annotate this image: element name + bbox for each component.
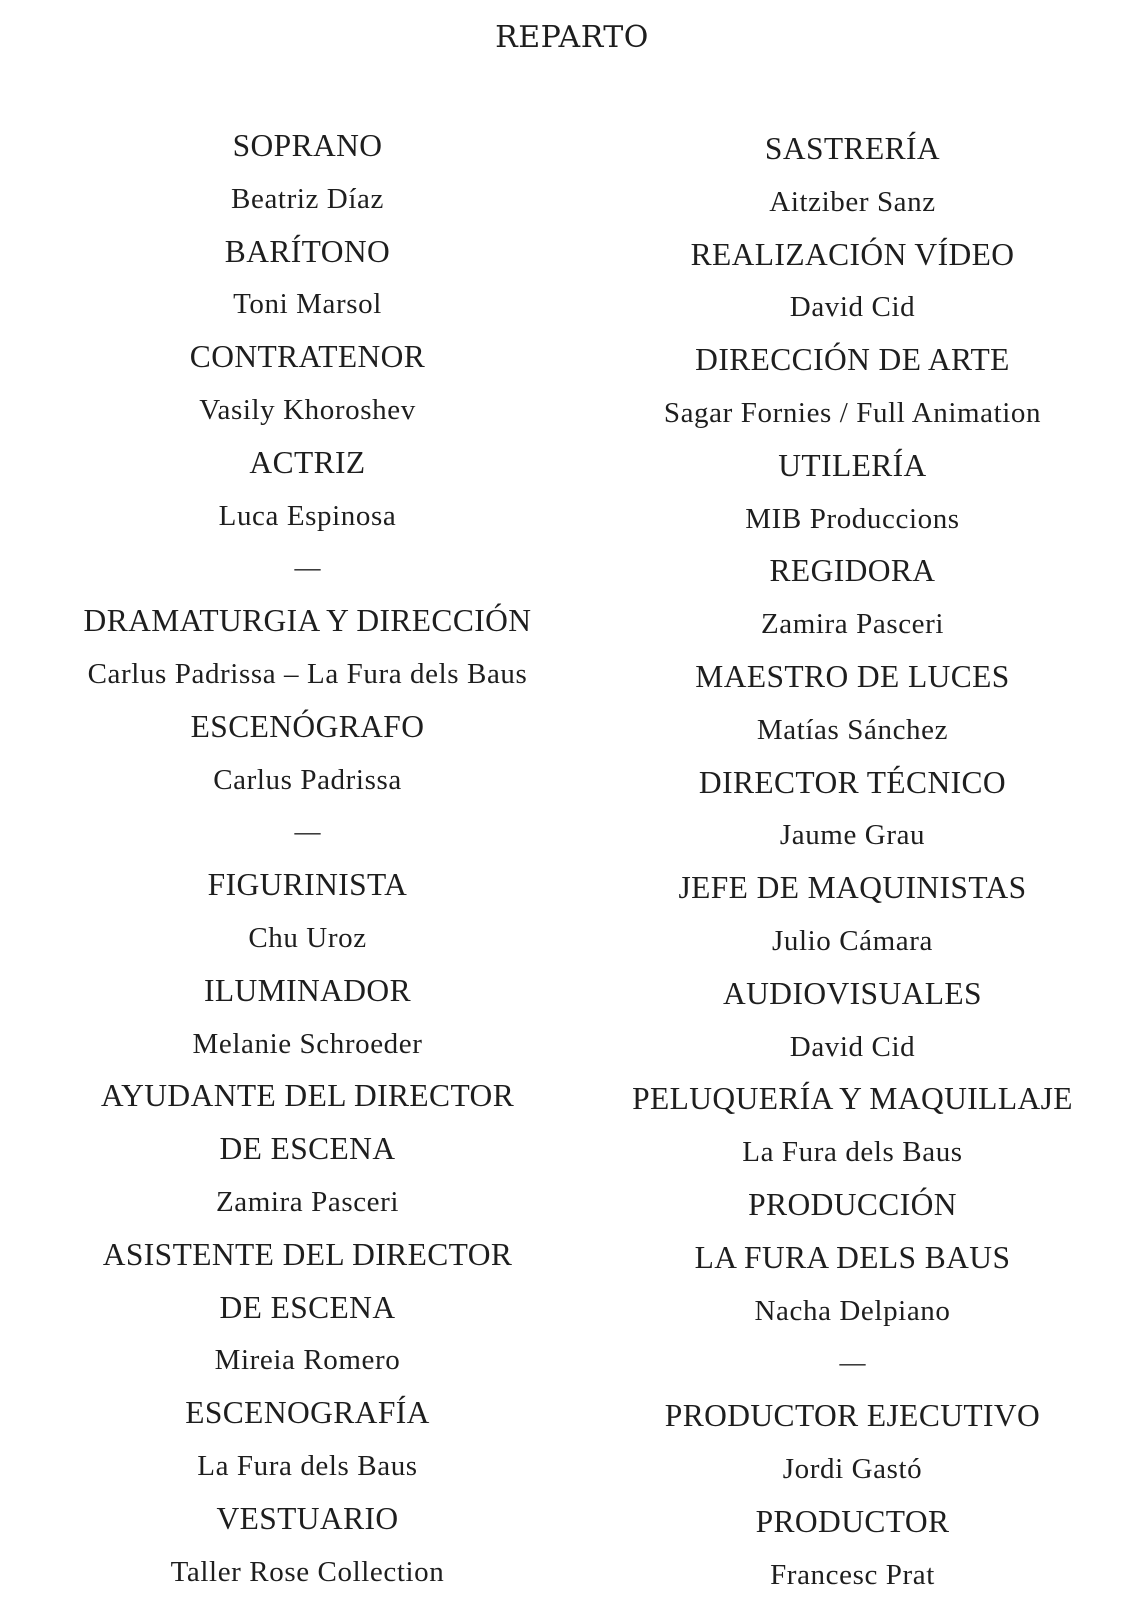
credit-role: ACTRIZ [249,444,366,480]
credit-name: Toni Marsol [233,288,382,321]
credit-name: Francesc Prat [770,1558,935,1591]
credit-escenografo [30,701,585,807]
credit-figurinista [30,859,585,965]
credit-role: AYUDANTE DEL DIRECTOR [100,1078,515,1114]
credit-role: CONTRATENOR [189,339,426,375]
credit-name: Zamira Pasceri [215,1185,400,1218]
credit-name: Taller Rose Collection [170,1555,445,1588]
credit-name: Vasily Khoroshev [199,393,416,426]
credit-name: Sagar Fornies / Full Animation [663,396,1042,429]
credit-asistente-director [30,1229,585,1387]
credit-name: La Fura dels Baus [742,1136,963,1169]
credit-role: REGIDORA [769,553,936,589]
credit-regidora [600,545,1105,651]
credit-productor-ejecutivo [600,1390,1105,1496]
credit-role: ILUMINADOR [204,972,411,1008]
credit-iluminador [30,965,585,1071]
credit-actriz [30,437,585,543]
credit-name: Aitziber Sanz [769,185,936,218]
credit-utileria [600,440,1105,546]
credit-name: David Cid [789,291,916,324]
credit-role: DIRECCIÓN DE ARTE [695,342,1010,378]
credit-role: DIRECTOR TÉCNICO [698,764,1007,800]
credit-role: UTILERÍA [778,447,927,483]
credit-name: Nacha Delpiano [754,1294,951,1327]
credit-name: Mireia Romero [214,1344,401,1377]
credit-role: ESCENOGRAFÍA [185,1395,430,1431]
credit-role-line2: LA FURA DELS BAUS [694,1239,1011,1275]
credits-right-column [600,123,1105,1601]
credit-role: DRAMATURGIA Y DIRECCIÓN [83,603,532,639]
credit-name: La Fura dels Baus [197,1449,418,1482]
credit-peluqueria-maquillaje [600,1073,1105,1179]
credit-name: Luca Espinosa [218,499,397,532]
credit-name: Julio Cámara [771,924,934,957]
credit-name: Jordi Gastó [782,1452,923,1485]
credit-vestuario [30,1493,585,1599]
credit-role: FIGURINISTA [207,867,408,903]
credit-role: ASISTENTE DEL DIRECTOR [102,1236,513,1272]
section-separator: — [294,817,321,847]
credit-role-line2: DE ESCENA [219,1289,396,1325]
credit-role: PRODUCCIÓN [748,1186,957,1222]
credit-name: Chu Uroz [248,921,367,954]
credit-produccion [600,1179,1105,1337]
credit-role: PRODUCTOR [755,1503,950,1539]
credit-role: SOPRANO [232,128,383,163]
credit-name: Carlus Padrissa – La Fura dels Baus [87,657,528,690]
credit-sastreria [600,123,1105,229]
credit-direccion-arte [600,334,1105,440]
credit-name: Zamira Pasceri [760,608,945,641]
credit-ayudante-director [30,1070,585,1228]
credit-escenografia [30,1387,585,1493]
section-separator: — [294,553,321,583]
credit-role: MAESTRO DE LUCES [695,658,1010,694]
credit-name: Carlus Padrissa [213,763,402,796]
credit-role: REALIZACIÓN VÍDEO [690,236,1015,272]
credit-contratenor [30,331,585,437]
credit-name: MIB Produccions [745,502,960,535]
credit-dramaturgia [30,595,585,701]
credit-role: BARÍTONO [224,233,391,269]
credit-role: ESCENÓGRAFO [190,708,425,744]
credit-name: David Cid [789,1030,916,1063]
credit-role: JEFE DE MAQUINISTAS [678,870,1027,906]
credit-role: PELUQUERÍA Y MAQUILLAJE [632,1081,1073,1117]
credit-name: Melanie Schroeder [192,1027,423,1060]
section-separator: — [839,1348,866,1378]
credit-role: SASTRERÍA [764,131,941,166]
page-title: REPARTO [495,20,649,55]
credit-role: VESTUARIO [216,1500,399,1536]
credit-role: AUDIOVISUALES [723,975,982,1011]
credit-audiovisuales [600,968,1105,1074]
credit-baritono [30,226,585,332]
credit-role-line2: DE ESCENA [219,1131,396,1167]
credit-productor [600,1496,1105,1601]
credit-director-tecnico [600,757,1105,863]
credit-name: Beatriz Díaz [231,182,384,215]
credit-jefe-maquinistas [600,862,1105,968]
credit-soprano [30,120,585,226]
credit-maestro-luces [600,651,1105,757]
credit-name: Jaume Grau [779,819,926,852]
credit-name: Matías Sánchez [756,713,949,746]
credit-realizacion-video [600,229,1105,335]
credits-left-column [30,120,585,1598]
credit-role: PRODUCTOR EJECUTIVO [664,1398,1041,1434]
